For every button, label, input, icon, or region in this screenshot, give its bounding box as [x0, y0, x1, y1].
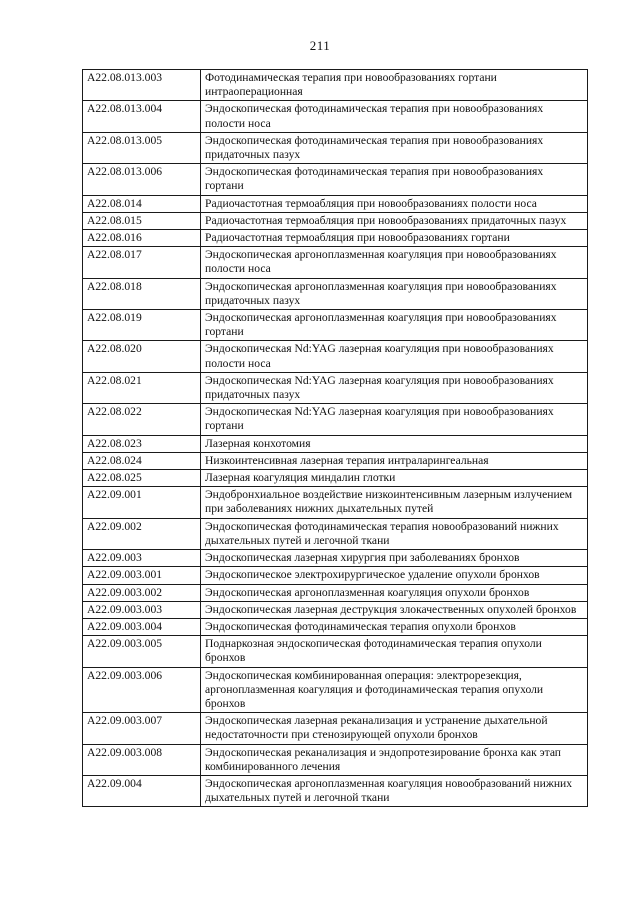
service-name-cell: Поднаркозная эндоскопическая фотодинамическая терапия опухоли бронхов — [201, 636, 588, 667]
service-code-cell: A22.08.017 — [83, 247, 201, 278]
service-code-cell: A22.09.003.007 — [83, 713, 201, 744]
service-code-cell: A22.08.014 — [83, 195, 201, 212]
table-row — [83, 744, 588, 775]
service-code-cell: A22.08.024 — [83, 452, 201, 469]
service-code-cell: A22.09.003.001 — [83, 567, 201, 584]
table-row — [83, 487, 588, 518]
table-row — [83, 278, 588, 309]
service-code-cell: A22.09.003.002 — [83, 584, 201, 601]
service-code-cell: A22.08.023 — [83, 435, 201, 452]
service-code-cell: A22.09.003.005 — [83, 636, 201, 667]
table-row — [83, 70, 588, 101]
service-code-cell: A22.08.025 — [83, 470, 201, 487]
table-row — [83, 567, 588, 584]
table-row — [83, 775, 588, 806]
service-code-cell: A22.09.004 — [83, 775, 201, 806]
service-name-cell: Эндоскопическая аргоноплазменная коагуляция при новообразованиях полости носа — [201, 247, 588, 278]
table-row — [83, 550, 588, 567]
service-code-cell: A22.09.001 — [83, 487, 201, 518]
table-row — [83, 601, 588, 618]
service-name-cell: Радиочастотная термоабляция при новообразованиях придаточных пазух — [201, 212, 588, 229]
service-name-cell: Эндоскопическое электрохирургическое удаление опухоли бронхов — [201, 567, 588, 584]
table-row — [83, 341, 588, 372]
service-code-cell: A22.09.003 — [83, 550, 201, 567]
page-number: 211 — [309, 38, 331, 53]
service-code-cell: A22.08.013.005 — [83, 132, 201, 163]
service-name-cell: Эндоскопическая Nd:YAG лазерная коагуляция при новообразованиях гортани — [201, 404, 588, 435]
service-name-cell: Эндоскопическая лазерная деструкция злокачественных опухолей бронхов — [201, 601, 588, 618]
service-name-cell: Эндоскопическая фотодинамическая терапия новообразований нижних дыхательных путей и легочной ткани — [201, 518, 588, 549]
service-code-cell: A22.08.016 — [83, 230, 201, 247]
table-row — [83, 164, 588, 195]
service-code-cell: A22.08.022 — [83, 404, 201, 435]
services-table — [82, 69, 588, 807]
services-table-body — [83, 70, 588, 807]
service-name-cell: Эндобронхиальное воздействие низкоинтенсивным лазерным излучением при заболеваниях нижних дыхательных путей — [201, 487, 588, 518]
service-name-cell: Фотодинамическая терапия при новообразованиях гортани интраоперационная — [201, 70, 588, 101]
service-name-cell: Эндоскопическая фотодинамическая терапия при новообразованиях гортани — [201, 164, 588, 195]
service-code-cell: A22.08.018 — [83, 278, 201, 309]
service-code-cell: A22.09.003.004 — [83, 618, 201, 635]
service-code-cell: A22.08.019 — [83, 310, 201, 341]
service-code-cell: A22.09.002 — [83, 518, 201, 549]
table-row — [83, 518, 588, 549]
service-code-cell: A22.08.013.003 — [83, 70, 201, 101]
service-name-cell: Эндоскопическая аргоноплазменная коагуляция опухоли бронхов — [201, 584, 588, 601]
service-name-cell: Низкоинтенсивная лазерная терапия интраларингеальная — [201, 452, 588, 469]
table-row — [83, 132, 588, 163]
service-code-cell: A22.08.013.004 — [83, 101, 201, 132]
service-name-cell: Эндоскопическая реканализация и эндопротезирование бронха как этап комбинированного лечения — [201, 744, 588, 775]
table-row — [83, 195, 588, 212]
table-row — [83, 404, 588, 435]
table-row — [83, 636, 588, 667]
service-name-cell: Эндоскопическая аргоноплазменная коагуляция при новообразованиях придаточных пазух — [201, 278, 588, 309]
service-name-cell: Радиочастотная термоабляция при новообразованиях гортани — [201, 230, 588, 247]
service-name-cell: Эндоскопическая Nd:YAG лазерная коагуляция при новообразованиях полости носа — [201, 341, 588, 372]
service-name-cell: Лазерная конхотомия — [201, 435, 588, 452]
service-name-cell: Эндоскопическая фотодинамическая терапия при новообразованиях полости носа — [201, 101, 588, 132]
service-name-cell: Эндоскопическая аргоноплазменная коагуляция новообразований нижних дыхательных путей и легочной ткани — [201, 775, 588, 806]
table-row — [83, 101, 588, 132]
service-code-cell: A22.09.003.008 — [83, 744, 201, 775]
service-name-cell: Эндоскопическая лазерная реканализация и устранение дыхательной недостаточности при стенозирующей опухоли бронхов — [201, 713, 588, 744]
table-row — [83, 372, 588, 403]
service-name-cell: Эндоскопическая комбинированная операция: электрорезекция, аргоноплазменная коагуляция и фотодинамическая терапия опухоли бронхов — [201, 667, 588, 713]
service-code-cell: A22.09.003.006 — [83, 667, 201, 713]
service-name-cell: Эндоскопическая фотодинамическая терапия при новообразованиях придаточных пазух — [201, 132, 588, 163]
table-row — [83, 618, 588, 635]
service-name-cell: Эндоскопическая фотодинамическая терапия опухоли бронхов — [201, 618, 588, 635]
service-code-cell: A22.08.013.006 — [83, 164, 201, 195]
table-row — [83, 452, 588, 469]
service-code-cell: A22.09.003.003 — [83, 601, 201, 618]
service-code-cell: A22.08.020 — [83, 341, 201, 372]
table-row — [83, 584, 588, 601]
service-name-cell: Радиочастотная термоабляция при новообразованиях полости носа — [201, 195, 588, 212]
service-code-cell: A22.08.021 — [83, 372, 201, 403]
service-name-cell: Эндоскопическая лазерная хирургия при заболеваниях бронхов — [201, 550, 588, 567]
table-row — [83, 247, 588, 278]
service-code-cell: A22.08.015 — [83, 212, 201, 229]
table-row — [83, 435, 588, 452]
service-name-cell: Эндоскопическая аргоноплазменная коагуляция при новообразованиях гортани — [201, 310, 588, 341]
table-row — [83, 212, 588, 229]
table-row — [83, 470, 588, 487]
table-row — [83, 667, 588, 713]
table-row — [83, 310, 588, 341]
service-name-cell: Лазерная коагуляция миндалин глотки — [201, 470, 588, 487]
table-row — [83, 713, 588, 744]
table-row — [83, 230, 588, 247]
service-name-cell: Эндоскопическая Nd:YAG лазерная коагуляция при новообразованиях придаточных пазух — [201, 372, 588, 403]
